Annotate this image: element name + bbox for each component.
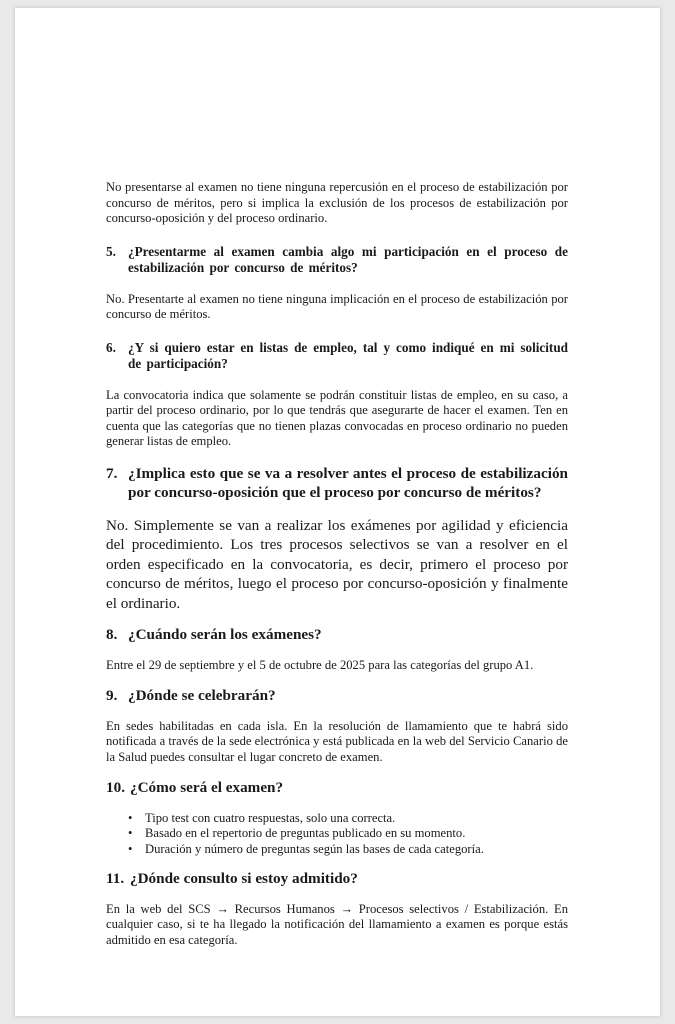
question-number: 9. [106,687,118,704]
question-8-heading [106,625,568,645]
question-11-heading [106,869,568,889]
question-text: ¿Cómo será el examen? [130,779,284,796]
question-number: 8. [106,626,118,643]
answer-8: Entre el 29 de septiembre y el 5 de octubre de 2025 para las categorías del grupo A1. [106,657,534,672]
question-number: 7. [106,464,118,482]
question-text: ¿Implica esto que se va a resolver antes el proceso de estabilización por concurso-oposición que el proceso por concurso de méritos? [128,464,568,501]
question-5-heading [106,244,568,276]
question-text: ¿Dónde consulto si estoy admitido? [130,870,358,887]
bullet-icon: • [128,826,133,840]
question-text: ¿Presentarme al examen cambia algo mi participación en el proceso de estabilización por concurso de méritos? [128,243,568,275]
question-number: 6. [106,339,116,355]
question-number: 5. [106,243,116,259]
exam-format-list [106,811,568,858]
question-text: ¿Cuándo serán los exámenes? [128,626,322,643]
question-text: ¿Y si quiero estar en listas de empleo, tal y como indiqué en mi solicitud de participación? [128,339,568,371]
answer-11: En la web del SCS → Recursos Humanos → Procesos selectivos / Estabilización. En cualquier caso, si te ha llegado la notificación del llamamiento a examen es porque estás admitido en esa categoría. [106,901,568,947]
list-item [106,826,568,842]
list-item [106,811,568,827]
list-item-text: Duración y número de preguntas según las bases de cada categoría. [145,841,484,856]
question-text: ¿Dónde se celebrarán? [128,687,276,704]
list-item [106,842,568,858]
question-9-heading [106,686,568,706]
question-7-heading [106,464,568,503]
question-10-heading [106,778,568,798]
question-number: 10. [106,779,125,796]
question-6-heading [106,340,568,372]
bullet-icon: • [128,810,133,825]
list-item-text: Tipo test con cuatro respuestas, solo una correcta. [145,810,396,825]
answer-5: No. Presentarte al examen no tiene ninguna implicación en el proceso de estabilización por concurso de méritos. [106,291,568,321]
question-number: 11. [106,870,125,887]
answer-9: En sedes habilitadas en cada isla. En la resolución de llamamiento que te habrá sido notificada a través de la sede electrónica y está publicada en la web del Servicio Canario de la Salud puedes consultar el lugar concreto de examen. [106,718,568,764]
answer-7: No. Simplemente se van a realizar los exámenes por agilidad y eficiencia del procedimiento. Los tres procesos selectivos se van a resolver en el orden especificado en la convocatoria, es decir, primero el proceso por concurso de méritos, luego el proceso por concurso-oposición y finalmente el ordinario. [106,516,568,612]
answer-6: La convocatoria indica que solamente se podrán constituir listas de empleo, en su caso, a partir del proceso ordinario, por lo que tendrás que asegurarte de hacer el examen. Ten en cuenta que las categorías que no tienen plazas convocadas en proceso ordinario no pueden generar listas de empleo. [106,387,568,448]
document-content [106,180,568,948]
document-page [15,8,660,1016]
bullet-icon: • [128,841,133,856]
list-item-text: Basado en el repertorio de preguntas publicado en su momento. [145,826,466,840]
intro-paragraph: No presentarse al examen no tiene ninguna repercusión en el proceso de estabilización por concurso de méritos, pero si implica la exclusión de los procesos de estabilización por concurso-oposición y del proceso ordinario. [106,180,568,225]
